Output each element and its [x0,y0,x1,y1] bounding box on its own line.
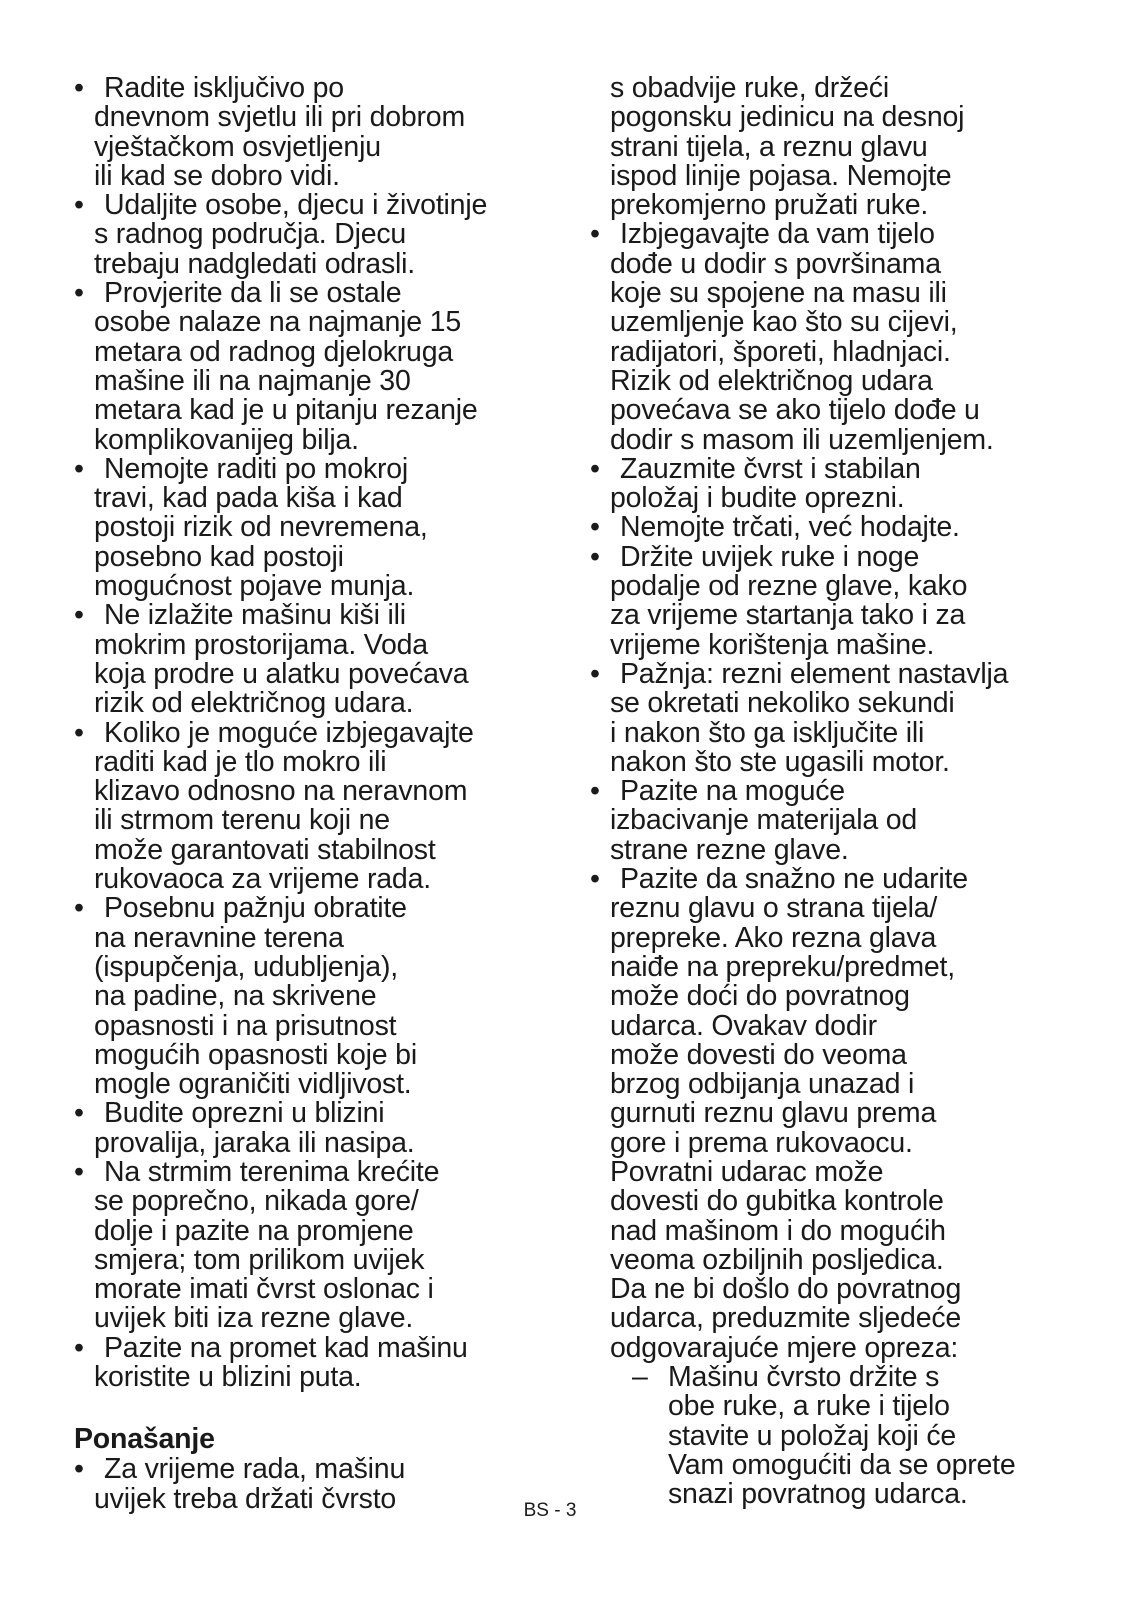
list-item: • Za vrijeme rada, mašinu uvijek treba držati čvrsto [74,1455,564,1514]
list-item: • Pazite na promet kad mašinu koristite u blizini puta. [74,1334,564,1393]
list-item: • Budite oprezni u blizini provalija, jaraka ili nasipa. [74,1099,564,1158]
sub-list [610,1363,1065,1509]
list-item: • Nemojte raditi po mokroj travi, kad pada kiša i kad postoji rizik od nevremena, posebno kad postoji mogućnost pojave munja. [74,455,564,601]
safety-list-right [590,220,1065,1509]
safety-list-left [74,74,564,1392]
sub-list-item: – Mašinu čvrsto držite s obe ruke, a ruke i tijelo stavite u položaj koji će Vam omogućiti da se oprete snazi povratnog udarca. [632,1363,1065,1509]
list-item: • Pazite na moguće izbacivanje materijala od strane rezne glave. [590,777,1065,865]
section-title: Ponašanje [74,1423,215,1456]
list-item: • Pažnja: rezni element nastavlja se okretati nekoliko sekundi i nakon što ga isključite ili nakon što ste ugasili motor. [590,660,1065,777]
list-item: • Posebnu pažnju obratite na neravnine terena (ispupčenja, udubljenja), na padine, na skrivene opasnosti i na prisutnost mogućih opasnosti koje bi mogle ograničiti vidljivost. [74,894,564,1099]
continuation-paragraph: s obadvije ruke, držeći pogonsku jedinicu na desnoj strani tijela, a reznu glavu ispod linije pojasa. Nemojte prekomjerno pružati ruke. [610,72,965,222]
list-item: • Nemojte trčati, već hodajte. [590,513,1065,542]
right-column [590,74,1065,1510]
list-item: • Izbjegavajte da vam tijelo dođe u dodir s površinama koje su spojene na masu ili uzemljenje kao što su cijevi, radijatori, šporeti, hladnjaci. Rizik od električnog udara povećava se ako tijelo dođe u dodir s masom ili uzemljenjem. [590,220,1065,454]
list-item: • Zauzmite čvrst i stabilan položaj i budite oprezni. [590,455,1065,514]
list-item: • Na strmim terenima krećite se poprečno, nikada gore/ dolje i pazite na promjene smjera; tom prilikom uvijek morate imati čvrst oslonac i uvijek biti iza rezne glave. [74,1158,564,1334]
list-item: • Koliko je moguće izbjegavajte raditi kad je tlo mokro ili klizavo odnosno na neravnom ili strmom terenu koji ne može garantovati stabilnost rukovaoca za vrijeme rada. [74,719,564,895]
page-number: BS - 3 [523,1500,577,1521]
list-item: • Držite uvijek ruke i noge podalje od rezne glave, kako za vrijeme startanja tako i za vrijeme korištenja mašine. [590,543,1065,660]
list-item: • Provjerite da li se ostale osobe nalaze na najmanje 15 metara od radnog djelokruga mašine ili na najmanje 30 metara kad je u pitanju rezanje komplikovanijeg bilja. [74,279,564,455]
left-column [74,74,564,1514]
list-item: • Udaljite osobe, djecu i životinje s radnog područja. Djecu trebaju nadgledati odrasli. [74,191,564,279]
list-item: • Pazite da snažno ne udarite reznu glavu o strana tijela/ prepreke. Ako rezna glava naiđe na prepreku/predmet, može doći do povratnog udarca. Ovakav dodir može dovesti do veoma brzog odbijanja unazad i gurnuti reznu glavu prema gore i prema rukovaocu. Povratni udarac može dovesti do gubitka kontrole nad mašinom i do mogućih veoma ozbiljnih posljedica. Da ne bi došlo do povratnog udarca, preduzmite sljedeće odgovarajuće mjere opreza: – Mašinu čvrsto držite s obe ruke, a ruke i tijelo stavite u položaj koji će Vam omogućiti da se oprete snazi povratnog udarca. [590,865,1065,1510]
list-item: • Ne izlažite mašinu kiši ili mokrim prostorijama. Voda koja prodre u alatku povećava rizik od električnog udara. [74,601,564,718]
list-item: • Radite isključivo po dnevnom svjetlu ili pri dobrom vještačkom osvjetljenju ili kad se dobro vidi. [74,74,564,191]
